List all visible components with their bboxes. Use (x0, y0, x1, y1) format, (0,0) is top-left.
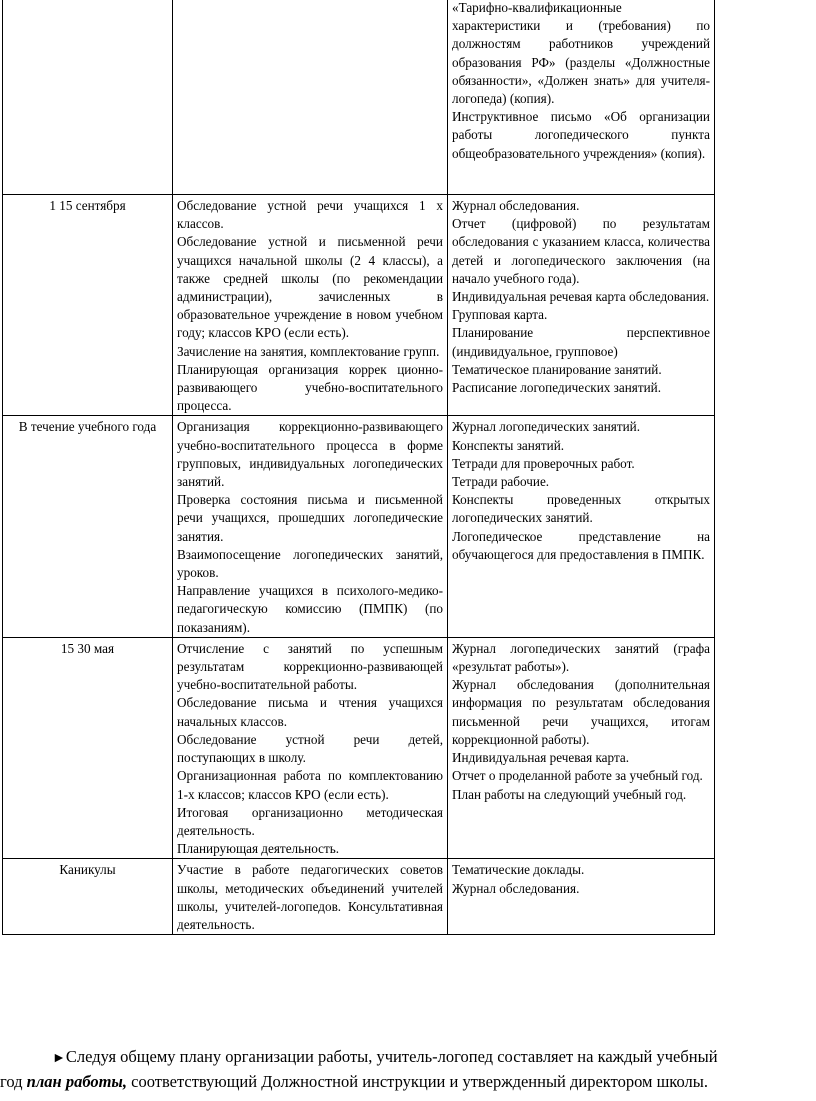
document-item: Индивидуальная речевая карта обследования. (452, 289, 710, 305)
document-item: Расписание логопедических занятий. (452, 380, 662, 396)
document-item: Журнал обследования (дополнительная информация по результатам обследования письменной речи учащихся, итогам коррекционной работы). (452, 677, 710, 747)
content-item: Организационная работа по комплектованию 1-х классов; классов КРО (если есть). (177, 768, 443, 802)
documents-cell (448, 637, 715, 858)
document-item: Конспекты занятий. (452, 437, 565, 453)
content-item: Обследование устной и письменной речи учащихся начальной школы (2 4 классы), а также средней школы (по рекомендации администрации), зачисленных в образовательное учреждение в новом учебном году; классов КРО (если есть). (177, 234, 443, 341)
document-item: Тематические доклады. (452, 862, 585, 878)
content-item: Организация коррекционно-развивающего учебно-воспитательного процесса в форме групповых, индивидуальных логопедических занятий. (177, 419, 443, 490)
period-cell: Каникулы (3, 859, 173, 935)
documents-cell (448, 859, 715, 935)
content-item: Планирующая организация коррек ционно-развивающего учебно-воспитательного процесса. (177, 361, 443, 414)
period-cell: В течение учебного года (3, 416, 173, 637)
document-item: Отчет о проделанной работе за учебный год. (452, 768, 703, 784)
document-item: Журнал логопедических занятий (графа «результат работы»). (452, 640, 710, 675)
document-item: Тетради для проверочных работ. (452, 455, 635, 471)
document-item: Инструктивное письмо «Об организации работы логопедического пункта общеобразовательного учреждения» (копия). (452, 109, 710, 161)
content-cell (173, 195, 448, 416)
document-item: План работы на следующий учебный год. (452, 786, 687, 802)
document-item: Логопедическое представление на обучающегося для предоставления в ПМПК. (452, 528, 710, 562)
table-row (3, 637, 715, 858)
footer-line-2 (0, 1070, 816, 1093)
content-item: Планирующая деятельность. (177, 841, 340, 857)
documents-cell (448, 416, 715, 637)
footer-text-2a: год (0, 1072, 27, 1091)
content-item: Обследование письма и чтения учащихся начальных классов. (177, 695, 443, 729)
content-item: Отчисление с занятий по успешным результатам коррекционно-развивающей учебно-воспитательной работы. (177, 640, 443, 693)
work-plan-table (2, 0, 715, 935)
table-row (3, 859, 715, 935)
content-cell (173, 416, 448, 637)
footer-text-2b: соответствующий Должностной инструкции и утвержденный директором школы. (127, 1072, 708, 1091)
document-item: Журнал обследования. (452, 198, 580, 213)
table-row (3, 0, 715, 195)
document-item: Групповая карта. (452, 307, 548, 323)
document-item: Планирование перспективное (индивидуальное, групповое) (452, 325, 710, 359)
content-item: Обследование устной речи учащихся 1 х классов. (177, 198, 443, 232)
document-item: Отчет (цифровой) по результатам обследования с указанием класса, количества детей и логопедического заключения (на начало учебного года). (452, 216, 710, 286)
footer-emphasis: план работы, (26, 1072, 128, 1091)
period-cell: 1 15 сентября (3, 195, 173, 416)
arrow-bullet-icon: ► (52, 1051, 66, 1066)
document-item: Тетради рабочие. (452, 474, 550, 490)
document-item: Тематическое планирование занятий. (452, 361, 662, 377)
content-item: Проверка состояния письма и письменной речи учащихся, прошедших логопедические занятия. (177, 492, 443, 544)
table-row (3, 195, 715, 416)
content-cell (173, 637, 448, 858)
footer-paragraph (0, 1045, 816, 1093)
period-cell: 15 30 мая (3, 637, 173, 858)
period-cell (3, 0, 173, 195)
footer-text-1: Следуя общему плану организации работы, учитель-логопед составляет на каждый учебный (65, 1047, 718, 1066)
footer-line-1 (0, 1045, 816, 1070)
content-item: Направление учащихся в психолого-медико-педагогическую комиссию (ПМПК) (по показаниям). (177, 583, 443, 635)
content-cell (173, 0, 448, 195)
content-item: Взаимопосещение логопедических занятий, уроков. (177, 546, 443, 581)
document-item: Индивидуальная речевая карта. (452, 750, 630, 766)
document-item: Конспекты проведенных открытых логопедических занятий. (452, 492, 710, 526)
content-cell (173, 859, 448, 935)
documents-cell (448, 0, 715, 195)
document-item: «Тарифно-квалификационные характеристики и (требования) по должностям работников учреждений образования РФ» (разделы «Должностные обязанности», «Должен знать» для учителя-логопеда) (копия). (452, 0, 710, 107)
documents-cell (448, 195, 715, 416)
table-row (3, 416, 715, 637)
content-item: Участие в работе педагогических советов школы, методических объединений учителей школы, учителей-логопедов. Консультативная деятельность. (177, 862, 443, 932)
document-item: Журнал обследования. (452, 880, 580, 896)
content-item: Итоговая организационно методическая деятельность. (177, 804, 443, 838)
content-item: Зачисление на занятия, комплектование групп. (177, 343, 440, 359)
document-item: Журнал логопедических занятий. (452, 419, 640, 435)
content-item: Обследование устной речи детей, поступающих в школу. (177, 731, 443, 766)
